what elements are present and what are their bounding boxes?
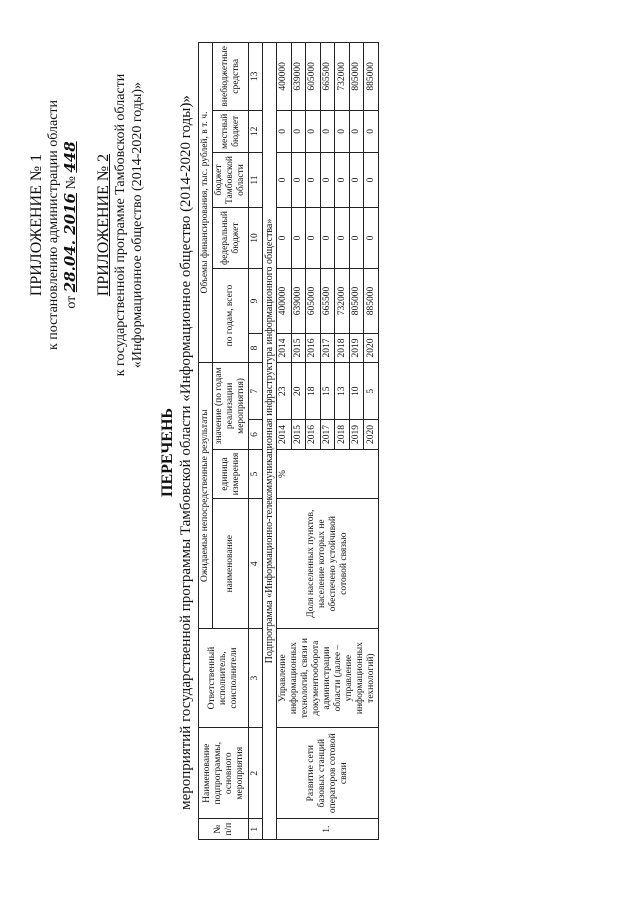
cell-local: 0 — [349, 110, 364, 152]
cell-federal: 0 — [320, 208, 335, 269]
row-indicator: Доля населенных пунктов, население которых не обеспечено устойчивой сотовой связью — [277, 499, 379, 629]
measures-table — [198, 42, 379, 840]
hdr-fin-local: местный бюджет — [213, 110, 249, 152]
title-perechen: ПЕРЕЧЕНЬ — [159, 408, 176, 497]
annex2-line3: «Информационное общество (2014-2020 годы)» — [130, 81, 145, 369]
col-number: 12 — [249, 110, 263, 152]
subprogram-title: Подпрограмма «Информационно-телекоммуникационная инфраструктура информационного общества» — [263, 43, 277, 840]
cell-regional: 0 — [335, 153, 350, 208]
cell-offbudget: 732000 — [335, 43, 350, 111]
handwritten-number: 448 — [61, 141, 79, 173]
col-number: 3 — [249, 629, 263, 728]
col-number: 9 — [249, 269, 263, 334]
cell-total: 605000 — [306, 269, 321, 334]
annex1-date-line: от 28.04. 2016 № 448 — [61, 141, 79, 309]
handwritten-date: 28.04. 2016 — [61, 193, 79, 293]
cell-federal: 0 — [364, 208, 379, 269]
col-number: 13 — [249, 43, 263, 111]
cell-federal: 0 — [349, 208, 364, 269]
cell-fin-year: 2016 — [306, 334, 321, 363]
column-numbers-row — [249, 43, 263, 840]
col-number: 10 — [249, 208, 263, 269]
document-title — [158, 0, 196, 905]
hdr-fin-regional: бюджет Тамбовской области — [213, 153, 249, 208]
annex1-line: к постановлению администрации области — [46, 99, 61, 351]
cell-local: 0 — [364, 110, 379, 152]
cell-total: 400000 — [277, 269, 292, 334]
cell-year: 2015 — [291, 420, 306, 449]
cell-fin-year: 2018 — [335, 334, 350, 363]
col-number: 8 — [249, 334, 263, 363]
annex2-title: ПРИЛОЖЕНИЕ № 2 — [95, 153, 112, 297]
row-executor: Управление информационных технологий, связи и документооборота администрации области (далее – управление информационных технологий) — [277, 629, 379, 728]
cell-offbudget: 805000 — [349, 43, 364, 111]
cell-local: 0 — [291, 110, 306, 152]
cell-offbudget: 885000 — [364, 43, 379, 111]
annex1-title: ПРИЛОЖЕНИЕ № 1 — [28, 153, 45, 297]
cell-fin-year: 2017 — [320, 334, 335, 363]
hdr-fin-federal: федеральный бюджет — [213, 208, 249, 269]
hdr-executor: Ответственный исполнитель, соисполнители — [199, 629, 249, 728]
subprogram-row — [263, 43, 277, 840]
cell-local: 0 — [335, 110, 350, 152]
cell-fin-year: 2019 — [349, 334, 364, 363]
cell-year: 2019 — [349, 420, 364, 449]
cell-total: 665500 — [320, 269, 335, 334]
cell-regional: 0 — [349, 153, 364, 208]
row-num: 1. — [277, 819, 379, 840]
cell-regional: 0 — [277, 153, 292, 208]
cell-year: 2018 — [335, 420, 350, 449]
col-number: 11 — [249, 153, 263, 208]
cell-regional: 0 — [320, 153, 335, 208]
annex2-header — [95, 45, 146, 405]
title-subtitle: мероприятий государственной программы Тамбовской области «Информационное общество (2014-2020 годы)» — [178, 95, 194, 810]
cell-year: 2016 — [306, 420, 321, 449]
row-measure-name: Развитие сети базовых станций операторов сотовой связи — [277, 728, 379, 819]
cell-total: 732000 — [335, 269, 350, 334]
cell-federal: 0 — [291, 208, 306, 269]
cell-total: 885000 — [364, 269, 379, 334]
cell-offbudget: 665500 — [320, 43, 335, 111]
cell-fin-year: 2020 — [364, 334, 379, 363]
cell-indicator-value: 13 — [335, 363, 350, 420]
cell-fin-year: 2015 — [291, 334, 306, 363]
col-number: 7 — [249, 363, 263, 420]
cell-indicator-value: 5 — [364, 363, 379, 420]
cell-fin-year: 2014 — [277, 334, 292, 363]
annex1-header — [28, 80, 80, 370]
col-number: 2 — [249, 728, 263, 819]
cell-regional: 0 — [306, 153, 321, 208]
hdr-res-unit: единица измерения — [213, 449, 249, 498]
col-number: 5 — [249, 449, 263, 498]
hdr-num: № п/п — [199, 819, 249, 840]
cell-local: 0 — [306, 110, 321, 152]
table-header-row — [199, 43, 213, 840]
cell-indicator-value: 10 — [349, 363, 364, 420]
col-number: 1 — [249, 819, 263, 840]
cell-total: 639000 — [291, 269, 306, 334]
hdr-results: Ожидаемые непосредственные результаты — [199, 363, 213, 629]
hdr-fin-offbudget: внебюджетные средства — [213, 43, 249, 111]
cell-indicator-value: 20 — [291, 363, 306, 420]
hdr-financing: Объемы финансирования, тыс. рублей, в т. ч. — [199, 43, 213, 363]
cell-offbudget: 400000 — [277, 43, 292, 111]
cell-local: 0 — [277, 110, 292, 152]
cell-offbudget: 605000 — [306, 43, 321, 111]
cell-indicator-value: 23 — [277, 363, 292, 420]
cell-total: 805000 — [349, 269, 364, 334]
col-number: 4 — [249, 499, 263, 629]
cell-offbudget: 639000 — [291, 43, 306, 111]
table-row — [277, 43, 292, 840]
row-unit: % — [277, 449, 379, 498]
cell-federal: 0 — [277, 208, 292, 269]
cell-regional: 0 — [364, 153, 379, 208]
hdr-fin-total: по годам, всего — [213, 269, 249, 363]
hdr-name: Наименование подпрограммы, основного мероприятия — [199, 728, 249, 819]
cell-federal: 0 — [306, 208, 321, 269]
cell-indicator-value: 18 — [306, 363, 321, 420]
cell-year: 2020 — [364, 420, 379, 449]
cell-year: 2014 — [277, 420, 292, 449]
cell-local: 0 — [320, 110, 335, 152]
annex2-line2: к государственной программе Тамбовской области — [113, 73, 128, 377]
cell-regional: 0 — [291, 153, 306, 208]
cell-indicator-value: 15 — [320, 363, 335, 420]
cell-federal: 0 — [335, 208, 350, 269]
cell-year: 2017 — [320, 420, 335, 449]
hdr-res-name: наименование — [213, 499, 249, 629]
hdr-res-value: значение (по годам реализации мероприятия) — [213, 363, 249, 450]
col-number: 6 — [249, 420, 263, 449]
